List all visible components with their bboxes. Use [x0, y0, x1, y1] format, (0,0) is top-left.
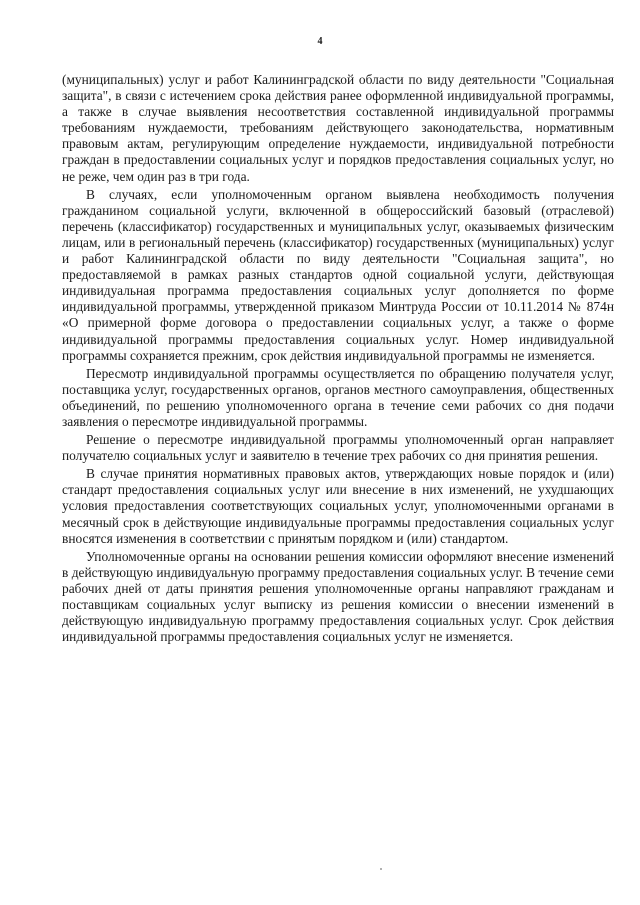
paragraph-regulations: В случае принятия нормативных правовых актов, утверждающих новые порядок и (или) стандарт предоставления социальных услуг или внесение в них изменений, не ухудшающих условия предоставления соответствующих социальных услуг, уполномоченными органами в месячный срок в действующие индивидуальные программы предоставления социальных услуг вносятся изменения в соответствии с принятым порядком и (или) стандартом.	[62, 466, 614, 546]
paragraph-supplement: В случаях, если уполномоченным органом выявлена необходимость получения гражданином социальной услуги, включенной в общероссийский базовый (отраслевой) перечень (классификатор) государственных и муниципальных услуг, оказываемых физическим лицам, или в региональный перечень (классификатор) государственных (муниципальных) услуг и работ Калининградской области по виду деятельности "Социальная защита", но предоставляемой в рамках разных стандартов одной социальной услуги, действующая индивидуальная программа предоставления социальных услуг дополняется по форме индивидуальной программы, утвержденной приказом Минтруда России от 10.11.2014 № 874н «О примерной форме договора о предоставлении социальных услуг, а также о форме индивидуальной программы предоставления социальных услуг. Номер индивидуальной программы сохраняется прежним, срок действия индивидуальной программы не изменяется.	[62, 186, 614, 363]
paragraph-continuation: (муниципальных) услуг и работ Калининградской области по виду деятельности "Социальная защита", в связи с истечением срока действия ранее оформленной индивидуальной программы, а также в случае выявления несоответствия составленной индивидуальной программы требованиям нуждаемости, требованиям действующего законодательства, нормативным правовым актам, регулирующим определение нуждаемости, индивидуальной потребности граждан в предоставлении социальных услуг и порядков предоставления социальных услуг, но не реже, чем один раз в три года.	[62, 72, 614, 184]
scan-artifact	[380, 868, 382, 870]
page-number: 4	[317, 36, 323, 47]
document-body	[62, 72, 614, 645]
paragraph-decision: Решение о пересмотре индивидуальной программы уполномоченный орган направляет получателю социальных услуг и заявителю в течение трех рабочих со дня принятия решения.	[62, 432, 614, 464]
paragraph-commission: Уполномоченные органы на основании решения комиссии оформляют внесение изменений в действующую индивидуальную программу предоставления социальных услуг. В течение семи рабочих дней от даты принятия решения уполномоченные органы направляют гражданам и поставщикам социальных услуг выписку из решения комиссии о внесении изменений в действующую индивидуальную программу предоставления социальных услуг. Срок действия индивидуальной программы предоставления социальных услуг не изменяется.	[62, 548, 614, 645]
paragraph-review: Пересмотр индивидуальной программы осуществляется по обращению получателя услуг, поставщика услуг, государственных органов, органов местного самоуправления, общественных объединений, по решению уполномоченного органа в течение семи рабочих со дня подачи заявления о пересмотре индивидуальной программы.	[62, 365, 614, 429]
